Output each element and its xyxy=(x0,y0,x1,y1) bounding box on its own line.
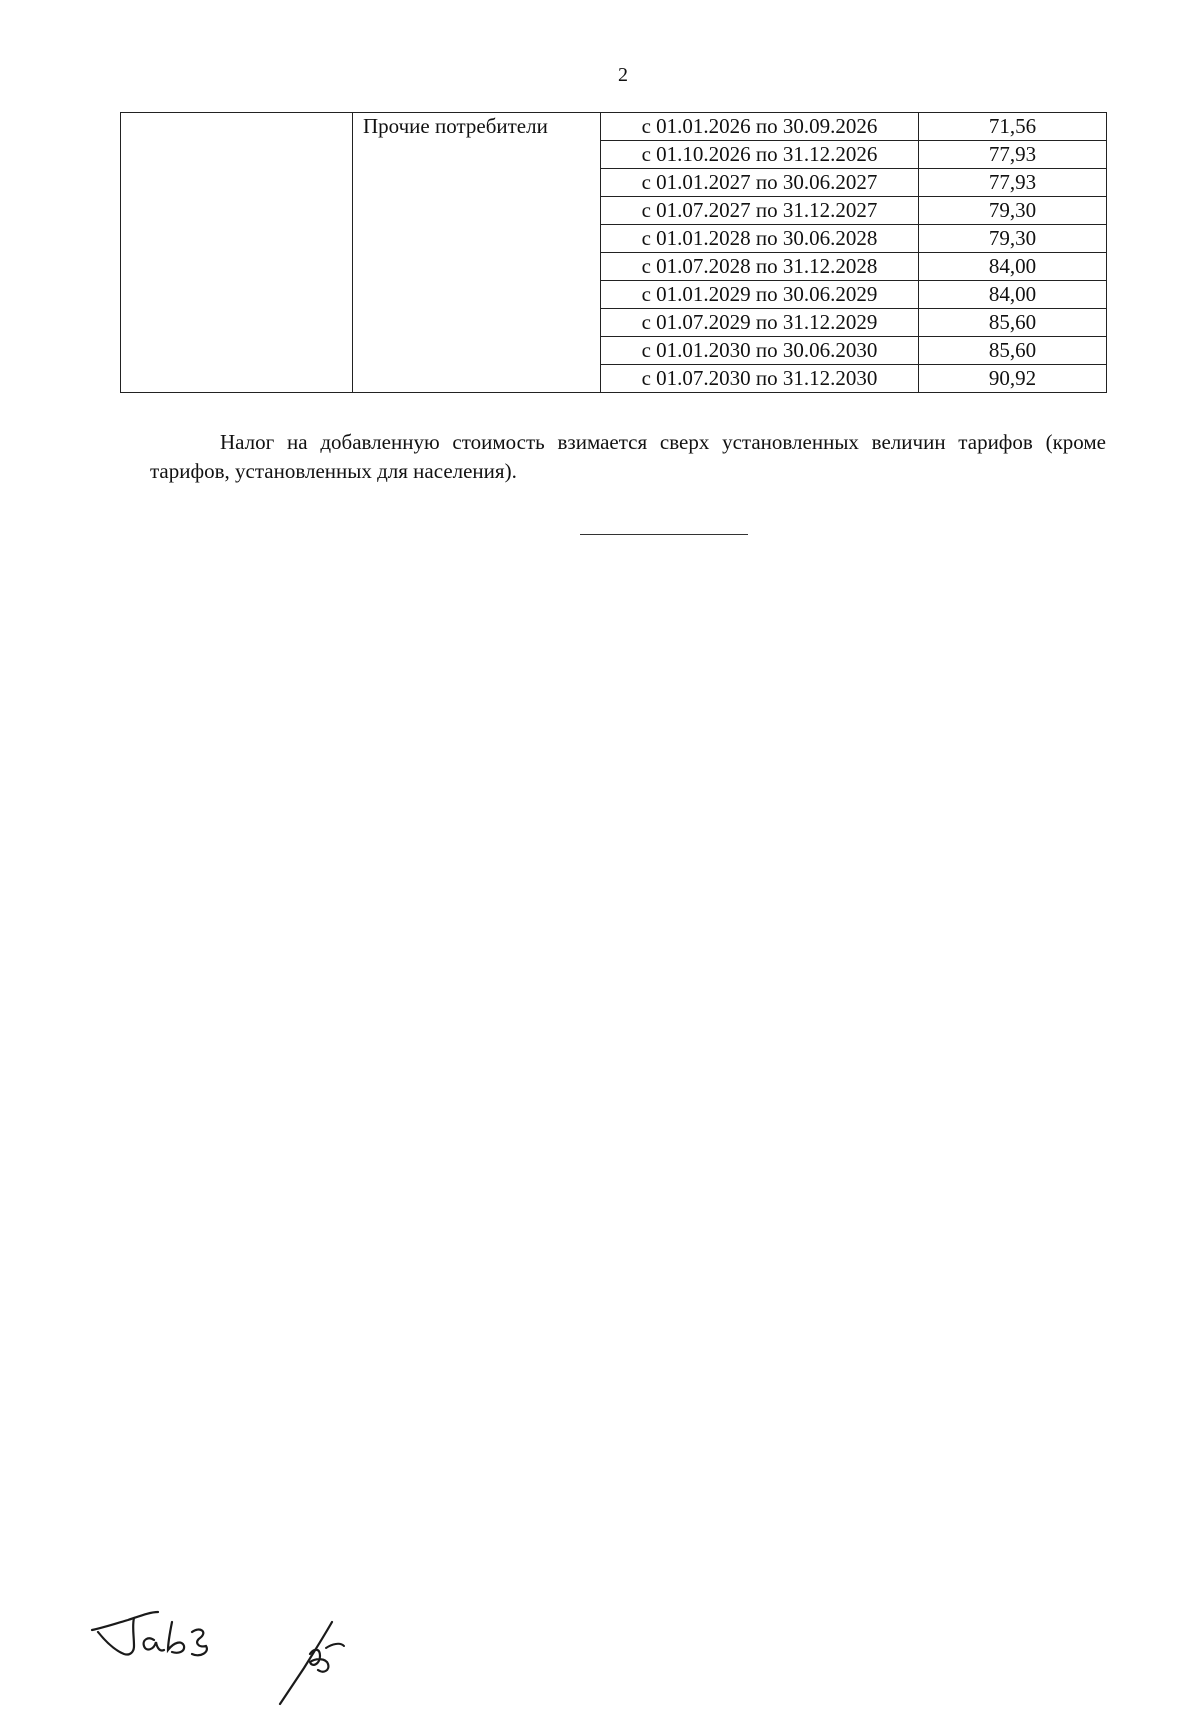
tariff-value-cell: 79,30 xyxy=(919,225,1107,253)
period-cell: с 01.01.2028 по 30.06.2028 xyxy=(601,225,919,253)
tariff-value-cell: 77,93 xyxy=(919,141,1107,169)
tariff-value-cell: 85,60 xyxy=(919,309,1107,337)
tariff-value-cell: 79,30 xyxy=(919,197,1107,225)
table-row xyxy=(121,113,1107,141)
tariff-value-cell: 84,00 xyxy=(919,281,1107,309)
period-cell: с 01.07.2030 по 31.12.2030 xyxy=(601,365,919,393)
tariff-value-cell: 71,56 xyxy=(919,113,1107,141)
page-number: 2 xyxy=(618,64,628,86)
empty-cell xyxy=(121,113,353,393)
tariff-value-cell: 85,60 xyxy=(919,337,1107,365)
tariff-value-cell: 90,92 xyxy=(919,365,1107,393)
period-cell: с 01.07.2029 по 31.12.2029 xyxy=(601,309,919,337)
period-cell: с 01.01.2029 по 30.06.2029 xyxy=(601,281,919,309)
period-cell: с 01.10.2026 по 31.12.2026 xyxy=(601,141,919,169)
tariff-value-cell: 77,93 xyxy=(919,169,1107,197)
tariff-table xyxy=(120,112,1107,393)
handwritten-signature-initials xyxy=(88,1602,218,1662)
handwritten-signature xyxy=(270,1618,350,1708)
period-cell: с 01.01.2030 по 30.06.2030 xyxy=(601,337,919,365)
tariff-value-cell: 84,00 xyxy=(919,253,1107,281)
period-cell: с 01.07.2027 по 31.12.2027 xyxy=(601,197,919,225)
period-cell: с 01.01.2027 по 30.06.2027 xyxy=(601,169,919,197)
period-cell: с 01.07.2028 по 31.12.2028 xyxy=(601,253,919,281)
period-cell: с 01.01.2026 по 30.09.2026 xyxy=(601,113,919,141)
vat-note: Налог на добавленную стоимость взимается сверх установленных величин тарифов (кроме тарифов, установленных для населения). xyxy=(150,430,1106,483)
divider-line xyxy=(580,534,748,535)
consumer-category: Прочие потребители xyxy=(353,113,601,393)
